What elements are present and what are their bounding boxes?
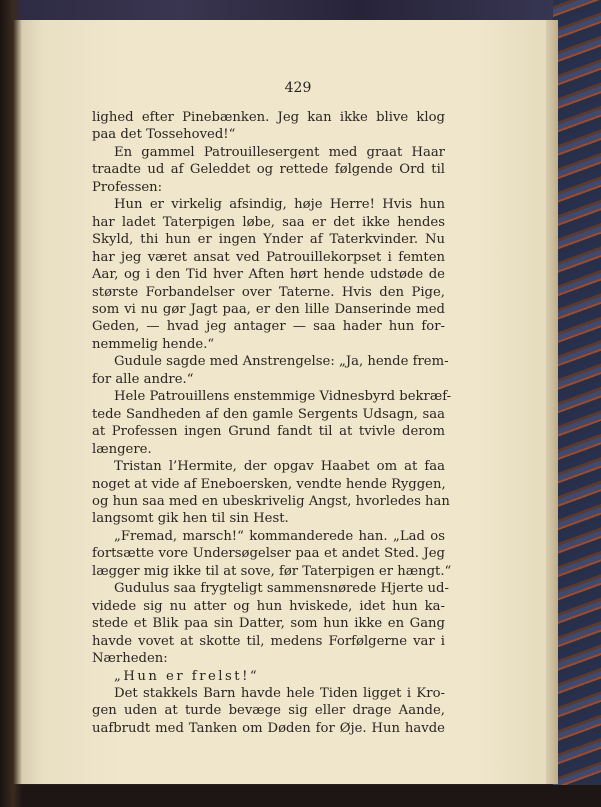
body-text (92, 109, 452, 737)
text-line: tede Sandheden af den gamle Sergents Udsagn, saa (92, 406, 445, 422)
text-line: længere. (92, 441, 152, 457)
text-line: Det stakkels Barn havde hele Tiden ligget i Kro- (114, 685, 445, 701)
text-line: lighed efter Pinebænken. Jeg kan ikke blive klog (92, 110, 445, 125)
text-line: Gudule sagde med Anstrengelse: „Ja, hende frem- (114, 354, 449, 370)
text-line: stede et Blik paa sin Datter, som hun ikke en Gang (92, 616, 445, 632)
text-line: at Professen ingen Grund fandt til at tvivle derom (92, 424, 445, 440)
text-line: fortsætte vore Undersøgelser paa et andet Sted. Jeg (92, 546, 445, 562)
marbled-edge-top (0, 0, 601, 22)
text-line: og hun saa med en ubeskrivelig Angst, hvorledes han (92, 493, 450, 509)
text-line: Hele Patrouillens enstemmige Vidnesbyrd bekræf- (114, 389, 452, 405)
text-line: for alle andre.“ (92, 371, 194, 387)
text-line: En gammel Patrouillesergent med graat Haar (114, 144, 445, 160)
book-page (10, 20, 558, 784)
text-line: havde vovet at skotte til, medens Forfølgerne var i (92, 633, 445, 649)
text-line: har ladet Taterpigen løbe, saa er det ikke hendes (92, 214, 445, 230)
text-line: gen uden at turde bevæge sig eller drage Aande, (92, 703, 445, 719)
text-line: Tristan l’Hermite, der opgav Haabet om at faa (114, 459, 445, 475)
page-number: 429 (284, 80, 312, 96)
text-line: Skyld, thi hun er ingen Ynder af Taterkvinder. Nu (92, 232, 445, 248)
text-line: Nærheden: (92, 651, 168, 667)
text-line: „Fremad, marsch!“ kommanderede han. „Lad os (114, 528, 445, 544)
text-line: Gudulus saa frygteligt sammensnørede Hjerte ud- (114, 581, 449, 597)
text-line: har jeg været ansat ved Patrouillekorpset i femten (92, 249, 445, 265)
text-line: største Forbandelser over Taterne. Hvis den Pige, (92, 284, 445, 300)
text-line: Professen: (92, 179, 163, 195)
text-line: Geden, — hvad jeg antager — saa hader hun for- (92, 319, 445, 335)
text-line: noget at vide af Eneboersken, vendte hende Ryggen, (92, 476, 446, 492)
spine-shadow (0, 0, 22, 807)
page-edge (546, 20, 558, 784)
book-bottom-edge (0, 785, 601, 807)
text-line: Aar, og i den Tid hver Aften hørt hende udstøde de (92, 267, 445, 283)
text-line: traadte ud af Geleddet og rettede følgende Ord til (92, 162, 445, 178)
text-line: lægger mig ikke til at sove, før Taterpigen er hængt.“ (92, 563, 452, 579)
text-line: nemmelig hende.“ (92, 336, 215, 352)
text-line: uafbrudt med Tanken om Døden for Øje. Hun havde (92, 720, 445, 736)
text-line: „Hun er frelst!“ (114, 668, 260, 684)
marbled-edge-right (553, 0, 601, 807)
text-line: langsomt gik hen til sin Hest. (92, 511, 289, 527)
text-line: videde sig nu atter og hun hviskede, idet hun ka- (92, 598, 445, 614)
text-line: paa det Tossehoved!“ (92, 127, 236, 143)
text-line: Hun er virkelig afsindig, høje Herre! Hvis hun (114, 197, 445, 213)
text-line: som vi nu gør Jagt paa, er den lille Danserinde med (92, 301, 445, 317)
